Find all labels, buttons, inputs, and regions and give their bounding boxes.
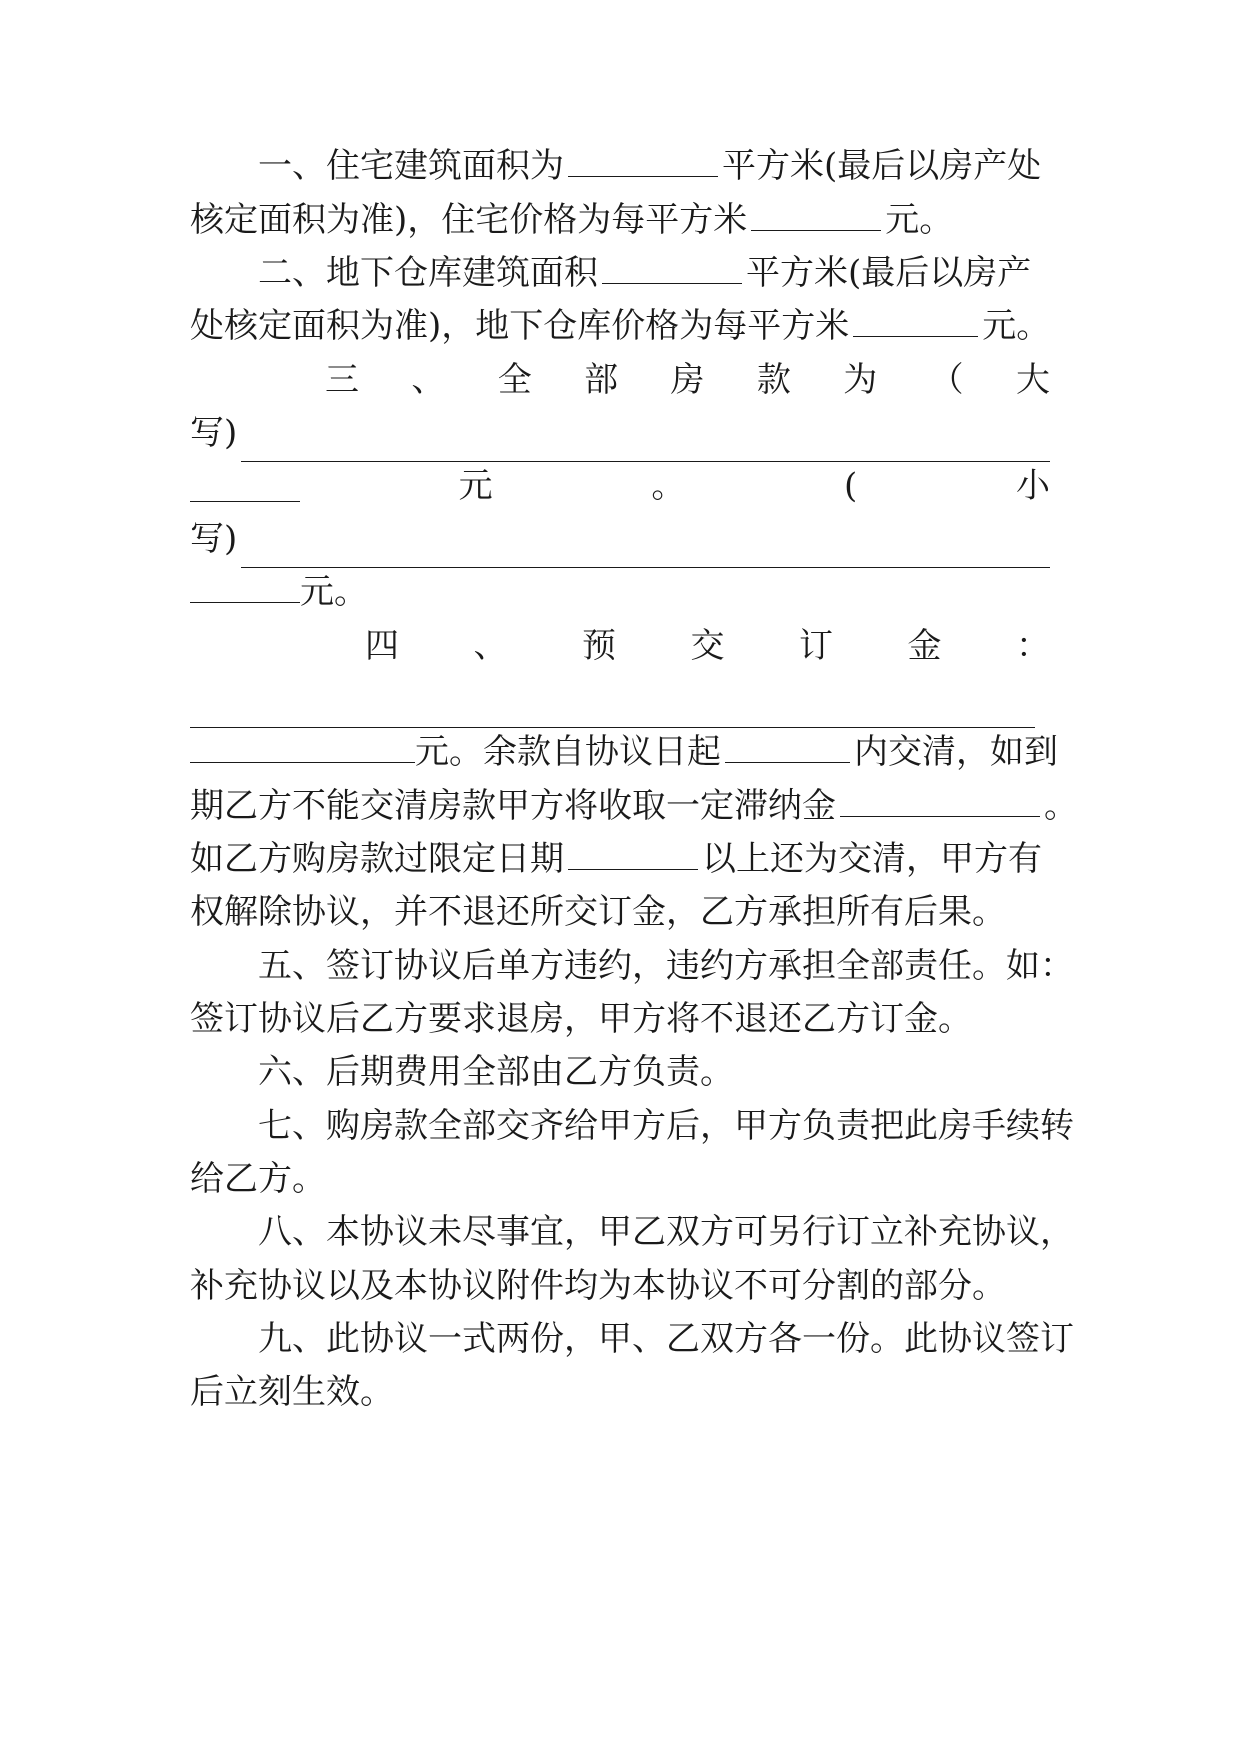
clause-4-text-a: 元。余款自协议日起 bbox=[415, 732, 721, 772]
clause-3-char: 三 bbox=[325, 360, 359, 400]
clause-6-line-1 bbox=[190, 1043, 1118, 1101]
clause-4-char: 金 bbox=[907, 626, 942, 666]
clause-2-text-d: 元。 bbox=[982, 306, 1051, 346]
clause-3-char: 部 bbox=[584, 360, 619, 400]
clause-3-char: 款 bbox=[756, 360, 791, 400]
clause-4-char: ： bbox=[1016, 626, 1050, 666]
lowercase-char: 小 bbox=[1015, 466, 1050, 506]
clause-7-line-2 bbox=[190, 1150, 1050, 1208]
clause-4-char: 交 bbox=[690, 626, 725, 666]
clause-7-text-a: 七、购房款全部交齐给甲方后，甲方负责把此房手续转 bbox=[258, 1106, 1074, 1146]
clause-4-line-3 bbox=[190, 723, 1058, 781]
clause-1-line-1 bbox=[190, 137, 1118, 195]
clause-5-text-b: 签订协议后乙方要求退房，甲方将不退还乙方订金。 bbox=[190, 999, 972, 1039]
clause-3-line-2 bbox=[190, 404, 1050, 462]
clause-7-line-1 bbox=[190, 1097, 1118, 1155]
clause-9-text-b: 后立刻生效。 bbox=[190, 1372, 394, 1412]
clause-4-text-g: 权解除协议，并不退还所交订金，乙方承担所有后果。 bbox=[190, 892, 1006, 932]
clause-9-line-2 bbox=[190, 1363, 1050, 1421]
clause-3-line-4 bbox=[190, 510, 1050, 568]
clause-4-text-d: 。 bbox=[1044, 786, 1078, 826]
clause-3-char: 大 bbox=[1016, 360, 1050, 400]
clause-2-text-b: 平方米(最后以房产 bbox=[746, 253, 1032, 293]
clause-1-text-c: 核定面积为准)，住宅价格为每平方米 bbox=[190, 200, 748, 240]
clause-4-text-c: 期乙方不能交清房款甲方将收取一定滞纳金 bbox=[190, 786, 836, 826]
clause-4-char: 预 bbox=[582, 626, 616, 666]
open-paren: ( bbox=[844, 466, 858, 506]
clause-4-char: 订 bbox=[799, 626, 833, 666]
storage-price-blank[interactable] bbox=[853, 306, 978, 337]
clause-3-char: 、 bbox=[411, 360, 446, 400]
clause-1-text-b: 平方米(最后以房产处 bbox=[722, 146, 1042, 186]
yuan-label: 元 bbox=[458, 466, 493, 506]
clause-4-line-4 bbox=[190, 777, 1078, 835]
total-lowercase-blank-cont[interactable] bbox=[190, 572, 300, 603]
clause-1-text-a: 一、住宅建筑面积为 bbox=[258, 146, 564, 186]
clause-2-line-2 bbox=[190, 297, 1050, 355]
clause-3-char: （ bbox=[929, 360, 964, 400]
clause-9-text-a: 九、此协议一式两份，甲、乙双方各一份。此协议签订 bbox=[258, 1319, 1074, 1359]
unit-price-blank[interactable] bbox=[751, 200, 881, 231]
clause-3-char: 房 bbox=[670, 360, 705, 400]
clause-4-line-1 bbox=[190, 617, 1050, 675]
clause-8-line-1 bbox=[190, 1203, 1118, 1261]
clause-5-line-1 bbox=[190, 937, 1118, 995]
clause-4-line-2 bbox=[190, 670, 1035, 728]
clause-8-line-2 bbox=[190, 1257, 1050, 1315]
payoff-period-blank[interactable] bbox=[725, 732, 850, 763]
clause-4-line-6 bbox=[190, 883, 1050, 941]
clause-2-text-a: 二、地下仓库建筑面积 bbox=[258, 253, 598, 293]
clause-4-char: 四 bbox=[365, 626, 399, 666]
area-blank[interactable] bbox=[568, 146, 718, 177]
clause-4-line-5 bbox=[190, 830, 1050, 888]
overdue-period-blank[interactable] bbox=[568, 839, 698, 870]
clause-3-line-1 bbox=[190, 351, 1050, 409]
clause-6-text: 六、后期费用全部由乙方负责。 bbox=[258, 1052, 734, 1092]
lowercase-label: 写) bbox=[190, 519, 238, 559]
clause-2-text-c: 处核定面积为准)，地下仓库价格为每平方米 bbox=[190, 306, 850, 346]
clause-4-char: 、 bbox=[473, 626, 508, 666]
late-fee-blank[interactable] bbox=[840, 786, 1040, 817]
clause-3-char: 全 bbox=[497, 360, 532, 400]
clause-1-text-d: 元。 bbox=[885, 200, 954, 240]
clause-2-line-1 bbox=[190, 244, 1118, 302]
clause-4-text-b: 内交清，如到 bbox=[854, 732, 1058, 772]
clause-9-line-1 bbox=[190, 1310, 1118, 1368]
clause-1-line-2 bbox=[190, 191, 1050, 249]
storage-area-blank[interactable] bbox=[602, 253, 742, 284]
period-mark: 。 bbox=[651, 466, 686, 506]
total-uppercase-blank-cont[interactable] bbox=[190, 471, 300, 502]
clause-5-text-a: 五、签订协议后单方违约，违约方承担全部责任。如： bbox=[258, 946, 1074, 986]
yuan-end: 元。 bbox=[300, 572, 368, 612]
uppercase-label: 写) bbox=[190, 413, 238, 453]
clause-7-text-b: 给乙方。 bbox=[190, 1159, 326, 1199]
clause-4-text-e: 如乙方购房款过限定日期 bbox=[190, 839, 564, 879]
deposit-blank-cont[interactable] bbox=[190, 732, 415, 763]
clause-3-line-5 bbox=[190, 563, 1050, 621]
clause-8-text-a: 八、本协议未尽事宜，甲乙双方可另行订立补充协议， bbox=[258, 1212, 1074, 1252]
clause-3-char: 为 bbox=[843, 360, 878, 400]
clause-3-line-3 bbox=[190, 457, 1050, 515]
clause-4-text-f: 以上还为交清，甲方有 bbox=[702, 839, 1042, 879]
clause-8-text-b: 补充协议以及本协议附件均为本协议不可分割的部分。 bbox=[190, 1266, 1006, 1306]
clause-5-line-2 bbox=[190, 990, 1050, 1048]
